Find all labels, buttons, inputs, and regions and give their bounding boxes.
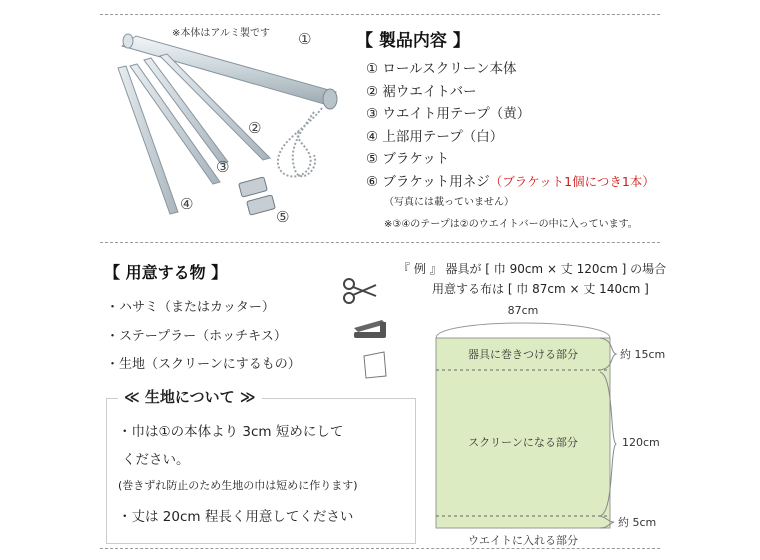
- fabric-length-line: ・丈は 20cm 程長く用意してください: [118, 509, 354, 525]
- fabric-title: ≪ 生地について ≫: [118, 386, 262, 407]
- pull-chain-shape: [278, 108, 322, 176]
- label-1: ①: [298, 30, 312, 48]
- top-divider: [100, 14, 660, 15]
- roll-curl-shape: [436, 323, 610, 338]
- prepare-item-fabric: ・生地（スクリーンにするもの）: [106, 357, 301, 372]
- width-label: 87cm: [507, 304, 539, 317]
- prepare-item-stapler: ・ステープラー（ホッチキス）: [106, 328, 287, 344]
- fabric-width-reason: (巻きずれ防止のため生地の巾は短めに作ります): [118, 479, 358, 492]
- example-line1: 『 例 』 器具が [ 巾 90cm × 丈 120cm ] の場合: [398, 262, 667, 276]
- contents-item: ④ 上部用テープ（白）: [366, 128, 504, 145]
- not-in-photo-note: （写真には載っていません）: [384, 197, 514, 208]
- dim-top-label: 約 15cm: [620, 348, 666, 361]
- fabric-rect-shape: [436, 338, 610, 528]
- prepare-title: 【 用意する物 】: [104, 263, 228, 282]
- tape-location-note: ※③④のテープは②のウエイトバーの中に入っています。: [384, 219, 638, 230]
- contents-list: [366, 58, 655, 194]
- weight-part-label: ウエイトに入れる部分: [468, 534, 578, 547]
- screen-part-label: スクリーンになる部分: [468, 436, 578, 449]
- label-3: ③: [216, 158, 230, 176]
- fabric-width-line: ・巾は①の本体より 3cm 短めにして: [118, 424, 344, 440]
- contents-item: ⑥ ブラケット用ネジ（ブラケット1個につき1本）: [366, 173, 655, 190]
- scissors-icon: [340, 276, 380, 306]
- fabric-width-line2: ください。: [122, 452, 190, 468]
- contents-item: ⑤ ブラケット: [366, 151, 450, 168]
- dim-bottom-label: 約 5cm: [618, 516, 657, 529]
- contents-item: ③ ウエイト用テープ（黄）: [366, 106, 531, 123]
- label-2: ②: [248, 119, 262, 137]
- wrap-part-label: 器具に巻きつける部分: [468, 348, 578, 361]
- contents-item: ① ロールスクリーン本体: [366, 61, 517, 77]
- stapler-icon: [352, 314, 388, 340]
- example-line2: 用意する布は [ 巾 87cm × 丈 140cm ]: [432, 282, 649, 296]
- contents-item: ② 裾ウエイトバー: [366, 83, 477, 100]
- label-4: ④: [180, 195, 194, 213]
- label-5: ⑤: [276, 208, 290, 226]
- product-illustration: [100, 20, 350, 235]
- prepare-list: [106, 294, 301, 380]
- fabric-sheet-icon: [360, 350, 388, 380]
- middle-divider: [100, 242, 660, 243]
- fabric-example-diagram: [410, 300, 680, 550]
- aluminum-note: ※本体はアルミ製です: [172, 28, 270, 39]
- contents-title: 【 製品内容 】: [356, 31, 470, 51]
- screw-note-red: （ブラケット1個につき1本）: [489, 173, 655, 189]
- dim-mid-label: 120cm: [622, 436, 660, 449]
- brackets-shape: [239, 177, 276, 215]
- prepare-item-scissors: ・ハサミ（またはカッター）: [106, 300, 275, 315]
